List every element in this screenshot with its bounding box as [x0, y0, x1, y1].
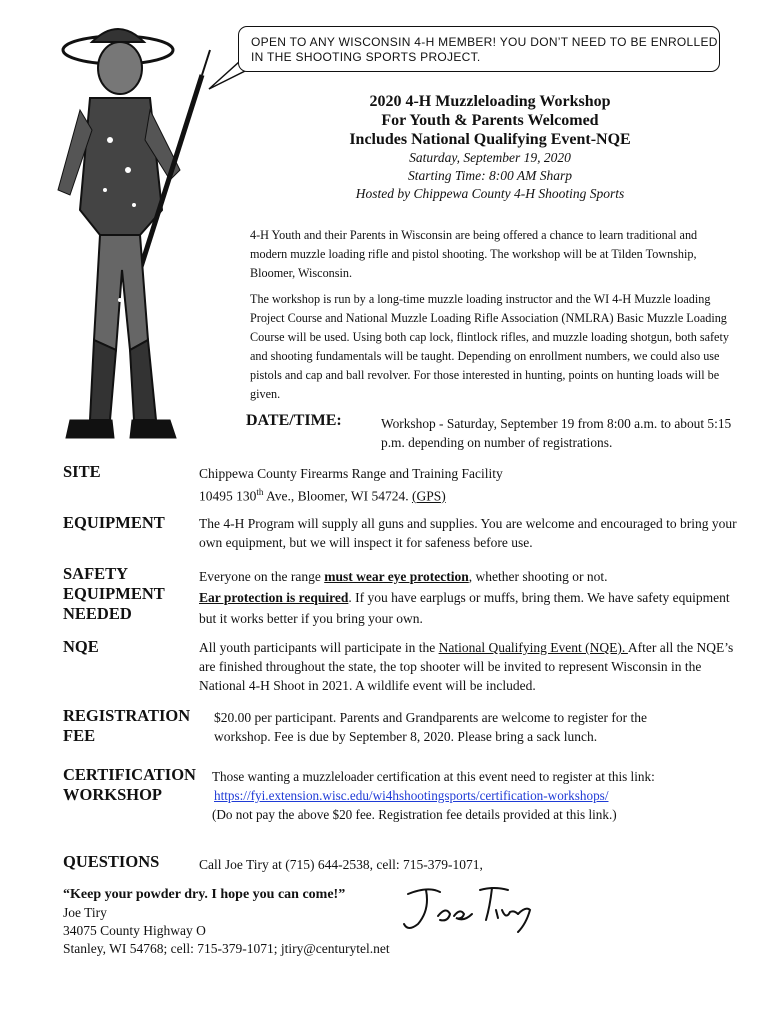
certification-label [63, 765, 196, 805]
eye-protection-emphasis: must wear eye protection [324, 569, 469, 584]
site-address [199, 483, 744, 506]
nqe-text-tail: After all the NQE’s are finished throughout the state, the top shooter will be invited to represent Wisconsin in the National 4-H Shoot in 2021. A wildlife event will be included. [199, 640, 734, 693]
nqe-text-lead: All youth participants will participate in the [199, 640, 439, 655]
intro-paragraph-1: 4-H Youth and their Parents in Wisconsin are being offered a chance to learn traditional and modern muzzle loading rifle and pistol shooting. The workshop will be at Tilden Township, Bloomer, Wisconsin. [250, 228, 698, 280]
ear-protection-emphasis: Ear protection is required [199, 590, 349, 605]
certification-text [212, 767, 742, 824]
event-date: Saturday, September 19, 2020 [409, 150, 571, 165]
event-host: Hosted by Chippewa County 4-H Shooting Sports [355, 186, 625, 201]
datetime-label: DATE/TIME: [246, 412, 342, 429]
signoff-name: Joe Tiry [63, 905, 107, 920]
ear-protection-text: . If you have earplugs or muffs, bring them. We have safety equipment but it works better if you bring your own. [199, 590, 730, 626]
event-header [300, 92, 680, 203]
gps-link[interactable]: (GPS) [411, 488, 446, 504]
nqe-label: NQE [63, 637, 99, 656]
site-label: SITE [63, 462, 101, 481]
questions-text: Call Joe Tiry at (715) 644-2538, cell: 715-379-1071, [199, 857, 483, 872]
equipment-text: The 4-H Program will supply all guns and supplies. You are welcome and encouraged to bring your own equipment, but we will inspect it for safeness before use. [199, 516, 737, 550]
safety-text [199, 566, 744, 629]
site-text [199, 464, 744, 506]
equipment-label: EQUIPMENT [63, 513, 165, 532]
event-nqe-line: Includes National Qualifying Event-NQE [349, 131, 631, 148]
event-subtitle: For Youth & Parents Welcomed [381, 112, 599, 129]
safety-label [63, 564, 165, 624]
registration-label-line1: REGISTRATION [63, 706, 191, 725]
registration-text: $20.00 per participant. Parents and Grandparents are welcome to register for the workshop. Fee is due by September 8, 2020. Please bring a sack lunch. [214, 710, 647, 744]
registration-label [63, 706, 190, 746]
certification-label-line1: CERTIFICATION [63, 765, 196, 784]
speech-bubble-text: OPEN TO ANY WISCONSIN 4-H MEMBER! YOU DON’T NEED TO BE ENROLLED IN THE SHOOTING SPORTS PROJECT. [251, 35, 718, 64]
event-title: 2020 4-H Muzzleloading Workshop [369, 93, 611, 110]
intro-paragraph-2: The workshop is run by a long-time muzzle loading instructor and the WI 4-H Muzzle loading Project Course and National Muzzle Loading Rifle Association (NMLRA) Basic Muzzle Loading Course will be used. Using both cap lock, flintlock rifles, and muzzle loading shotgun, both safety and shooting fundamentals will be taught. Depending on enrollment numbers, we could also use pistols and cap and ball revolver. For those interested in hunting, points on hunting loads will be given. [250, 292, 729, 401]
signoff-address: 34075 County Highway O [63, 923, 206, 938]
certification-intro: Those wanting a muzzleloader certification at this event need to register at this link: [212, 769, 655, 784]
speech-bubble [238, 26, 720, 72]
certification-link[interactable]: https://fyi.extension.wisc.edu/wi4hshootingsports/certification-workshops/ [214, 788, 609, 803]
safety-text-lead: Everyone on the range [199, 569, 325, 584]
site-address-ordinal: th [256, 487, 264, 497]
safety-label-line1: SAFETY [63, 564, 129, 583]
registration-label-line2: FEE [63, 726, 96, 745]
signoff-block [63, 886, 390, 958]
nqe-text [199, 638, 744, 695]
nqe-event-name: National Qualifying Event (NQE). [438, 640, 628, 655]
datetime-text: Workshop - Saturday, September 19 from 8:00 a.m. to about 5:15 p.m. depending on number of registrations. [381, 416, 732, 450]
handwritten-signature [398, 880, 538, 940]
event-start-time: Starting Time: 8:00 AM Sharp [407, 168, 572, 183]
certification-note: (Do not pay the above $20 fee. Registration fee details provided at this link.) [212, 807, 617, 822]
signoff-quote: “Keep your powder dry. I hope you can come!” [63, 887, 346, 902]
safety-label-line3: NEEDED [63, 604, 132, 623]
muzzleloader-figure-illustration [30, 20, 215, 450]
certification-label-line2: WORKSHOP [63, 785, 163, 804]
safety-text-tail: , whether shooting or not. [468, 569, 608, 584]
signoff-contact: Stanley, WI 54768; cell: 715-379-1071; jtiry@centurytel.net [63, 941, 390, 956]
safety-label-line2: EQUIPMENT [63, 584, 165, 603]
site-facility: Chippewa County Firearms Range and Training Facility [199, 466, 503, 481]
site-address-city: Ave., Bloomer, WI 54724. [263, 488, 412, 504]
questions-label: QUESTIONS [63, 852, 160, 871]
site-address-street: 10495 130 [199, 488, 257, 504]
